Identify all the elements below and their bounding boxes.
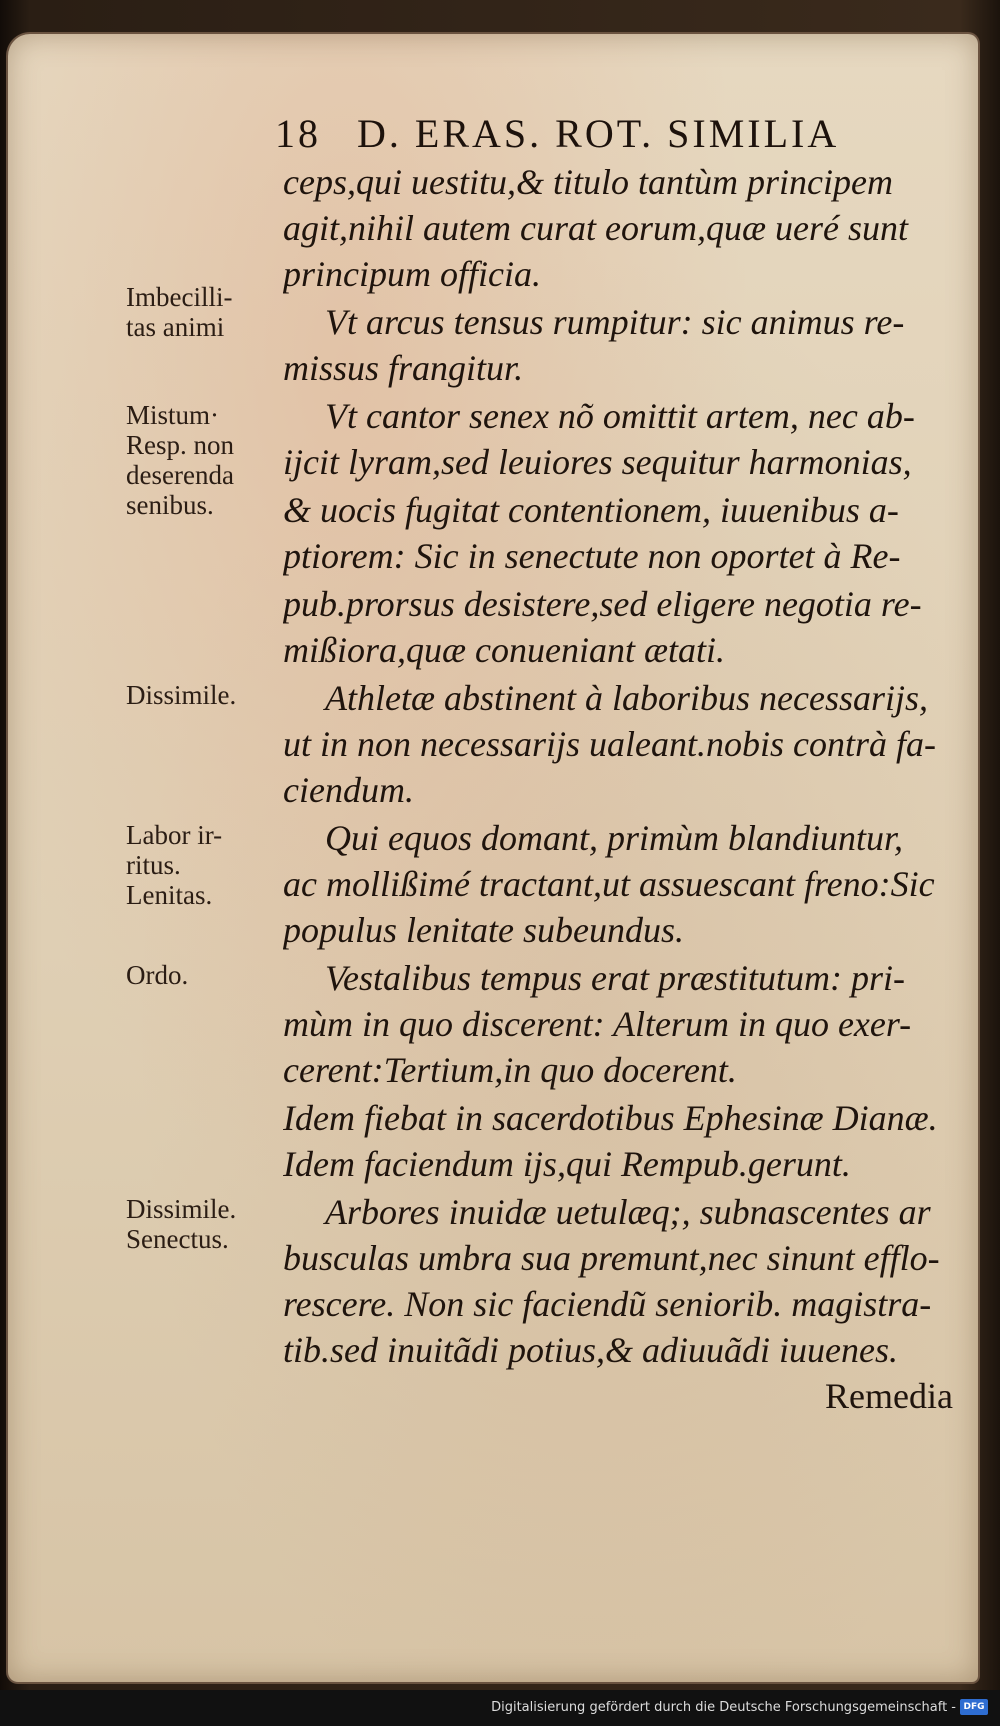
text-line: mißiora,quæ conueniant ætati. — [283, 630, 726, 670]
text-line: ac mollißimé tractant,ut assuescant freno:Sic — [283, 864, 935, 904]
margin-note-line: Mistum· — [126, 400, 220, 430]
catchword: Remedia — [825, 1376, 953, 1416]
margin-note-line: ritus. — [126, 850, 181, 880]
book-page — [8, 34, 978, 1682]
text-line: Qui equos domant, primùm blandiuntur, — [325, 818, 904, 858]
text-line: Vt cantor senex nõ omittit artem, nec ab- — [325, 396, 915, 436]
margin-note-line: Dissimile. — [126, 680, 237, 710]
margin-note — [126, 400, 296, 520]
page-number: 18 — [275, 111, 321, 156]
margin-note — [126, 282, 296, 342]
text-line: Athletæ abstinent à laboribus necessarijs, — [325, 678, 928, 718]
text-line: Idem faciendum ijs,qui Rempub.gerunt. — [283, 1144, 851, 1184]
margin-note — [126, 820, 296, 910]
margin-note-line: Ordo. — [126, 960, 189, 990]
margin-note-line: Labor ir- — [126, 820, 223, 850]
text-line: rescere. Non sic faciendũ seniorib. magistra- — [283, 1284, 932, 1324]
running-title: D. ERAS. ROT. SIMILIA — [357, 111, 840, 156]
text-line: principum officia. — [283, 254, 541, 294]
text-line: Vt arcus tensus rumpitur: sic animus re- — [325, 302, 905, 342]
text-line: tib.sed inuitãdi potius,& adiuuãdi iuuenes. — [283, 1330, 898, 1370]
margin-note-line: deserenda — [126, 460, 234, 490]
text-line: ptiorem: Sic in senectute non oportet à Re- — [283, 536, 901, 576]
margin-note — [126, 1194, 296, 1254]
text-line: Arbores inuidæ uetulæq;, subnascentes ar — [325, 1192, 931, 1232]
text-line: agit,nihil autem curat eorum,quæ ueré sunt — [283, 208, 908, 248]
margin-note-line: Lenitas. — [126, 880, 213, 910]
margin-note-line: Resp. non — [126, 430, 234, 460]
text-line: mùm in quo discerent: Alterum in quo exer- — [283, 1004, 912, 1044]
text-line: Vestalibus tempus erat præstitutum: pri- — [325, 958, 906, 998]
margin-note-line: Dissimile. — [126, 1194, 237, 1224]
text-line: ceps,qui uestitu,& titulo tantùm principem — [283, 162, 893, 202]
text-line: pub.prorsus desistere,sed eligere negotia re- — [283, 584, 922, 624]
margin-note — [126, 960, 296, 990]
text-line: busculas umbra sua premunt,nec sinunt efflo- — [283, 1238, 940, 1278]
text-line: missus frangitur. — [283, 348, 524, 388]
text-line: ut in non necessarijs ualeant.nobis contrà fa- — [283, 724, 936, 764]
text-line: ciendum. — [283, 770, 414, 810]
margin-note-line: Imbecilli- — [126, 282, 233, 312]
text-line: populus lenitate subeundus. — [283, 910, 684, 950]
text-line: & uocis fugitat contentionem, iuuenibus a- — [283, 490, 899, 530]
margin-note-line: senibus. — [126, 490, 214, 520]
margin-note-line: Senectus. — [126, 1224, 229, 1254]
digitization-credit: Digitalisierung gefördert durch die Deutsche Forschungsgemeinschaft - — [491, 1700, 956, 1715]
text-line: cerent:Tertium,in quo docerent. — [283, 1050, 737, 1090]
margin-note-line: tas animi — [126, 312, 225, 342]
text-line: ijcit lyram,sed leuiores sequitur harmonias, — [283, 442, 912, 482]
footer-bar — [0, 1690, 1000, 1726]
margin-note — [126, 680, 296, 710]
text-line: Idem fiebat in sacerdotibus Ephesinæ Dianæ. — [283, 1098, 938, 1138]
dfg-logo: DFG — [960, 1699, 988, 1715]
